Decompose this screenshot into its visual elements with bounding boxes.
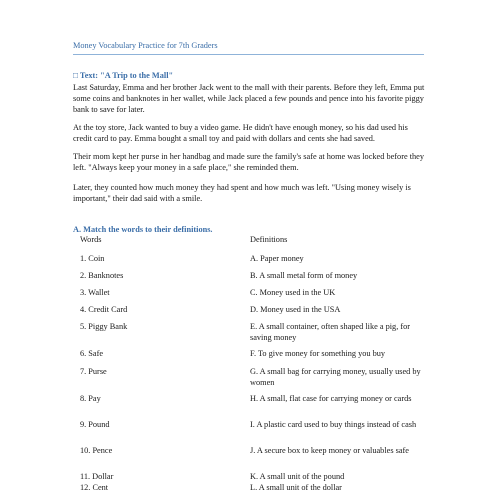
definition-item: G. A small bag for carrying money, usually used by women (250, 367, 421, 387)
matching-heading: A. Match the words to their definitions. (73, 225, 213, 234)
title-divider (73, 54, 424, 55)
word-item: 1. Coin (80, 254, 105, 263)
definition-item: E. A small container, often shaped like a pig, for saving money (250, 322, 411, 342)
word-item: 3. Wallet (80, 288, 110, 297)
definition-item: L. A small unit of the dollar (250, 483, 342, 492)
definition-item: I. A plastic card used to buy things instead of cash (250, 420, 417, 429)
word-item: 6. Safe (80, 349, 104, 358)
word-item: 11. Dollar (80, 472, 114, 481)
definition-item: H. A small, flat case for carrying money or cards (250, 394, 412, 403)
definition-item: D. Money used in the USA (250, 305, 341, 314)
word-item: 10. Pence (80, 446, 113, 455)
definition-item: A. Paper money (250, 254, 304, 263)
word-item: 5. Piggy Bank (80, 322, 128, 331)
story-paragraph-4: Later, they counted how much money they had spent and how much was left. "Using money wisely is important," their dad said with a smile. (73, 183, 411, 203)
story-paragraph-1: Last Saturday, Emma and her brother Jack went to the mall with their parents. Before they left, Emma put some coins and banknotes in her wallet, while Jack placed a few pounds and pence into his favorite piggy bank to save for later. (73, 83, 425, 114)
word-item: 12. Cent (80, 483, 109, 492)
words-column-header: Words (80, 235, 102, 244)
definition-item: C. Money used in the UK (250, 288, 336, 297)
page-title: Money Vocabulary Practice for 7th Graders (73, 41, 218, 50)
word-item: 9. Pound (80, 420, 110, 429)
word-item: 8. Pay (80, 394, 101, 403)
definition-item: B. A small metal form of money (250, 271, 358, 280)
story-paragraph-3: Their mom kept her purse in her handbag and made sure the family's safe at home was locked before they left. "Always keep your money in a safe place," she reminded them. (73, 152, 424, 172)
story-paragraph-2: At the toy store, Jack wanted to buy a video game. He didn't have enough money, so his dad used his credit card to pay. Emma bought a small toy and paid with dollars and cents she had saved. (73, 123, 408, 143)
definition-item: J. A secure box to keep money or valuables safe (250, 446, 409, 455)
definition-item: F. To give money for something you buy (250, 349, 386, 358)
word-item: 4. Credit Card (80, 305, 128, 314)
word-item: 7. Purse (80, 367, 107, 376)
text-section-heading: □ Text: "A Trip to the Mall" (73, 71, 174, 80)
definition-item: K. A small unit of the pound (250, 472, 345, 481)
word-item: 2. Banknotes (80, 271, 124, 280)
definitions-column-header: Definitions (250, 235, 288, 244)
